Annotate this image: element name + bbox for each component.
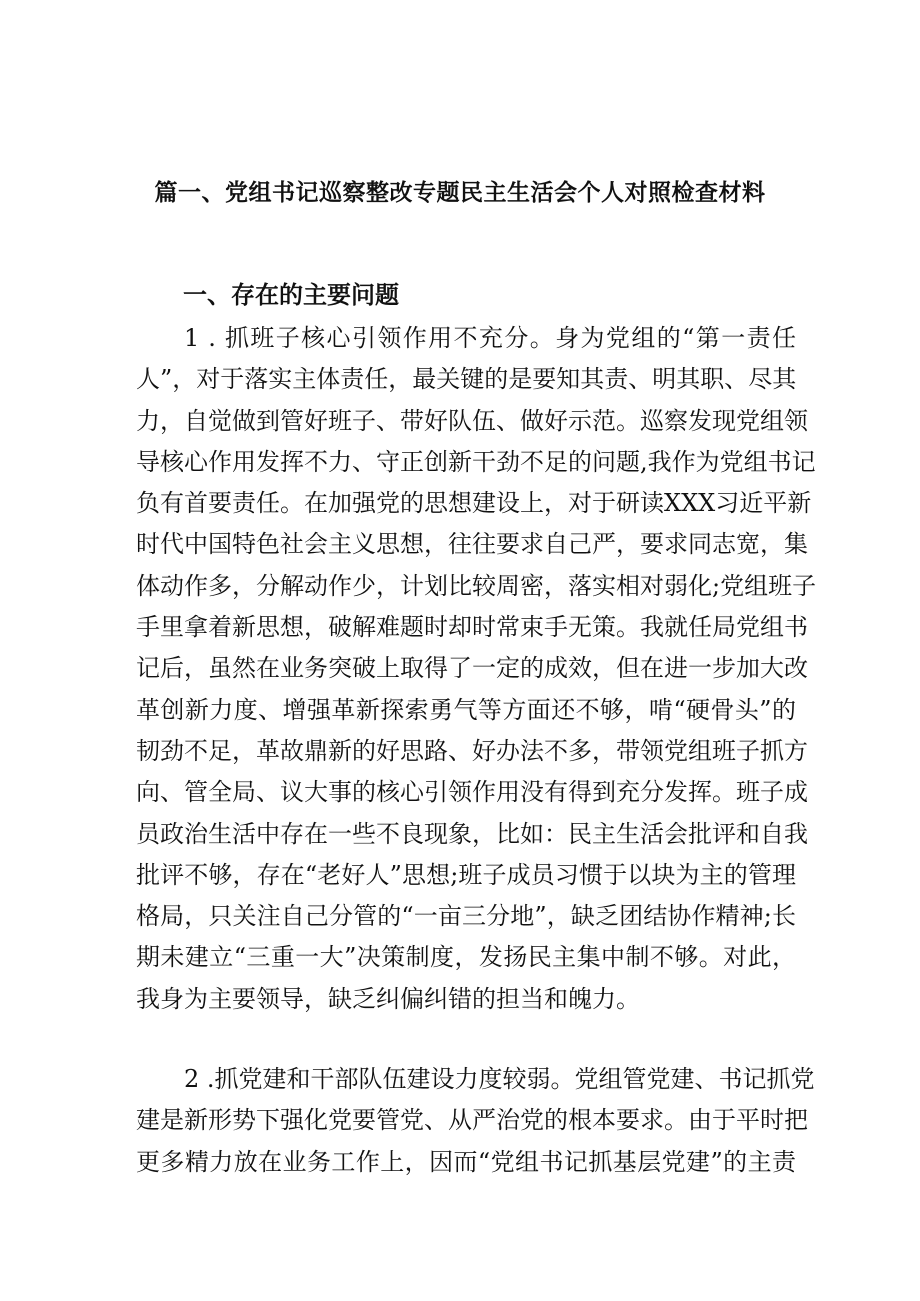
paragraph-line: 批评不够，存在“老好人”思想;班子成员习惯于以块为主的管理: [136, 860, 796, 889]
paragraph-line: 时代中国特色社会主义思想，往往要求自己严，要求同志宽，集: [136, 530, 808, 559]
paragraph-line: 我身为主要领导，缺乏纠偏纠错的担当和魄力。: [136, 984, 640, 1013]
paragraph-2: [136, 1059, 815, 1183]
paragraph-line: 建是新形势下强化党要管党、从严治党的根本要求。由于平时把: [136, 1106, 808, 1135]
paragraph-line: 1 . 抓班子核心引领作用不充分。身为党组的“第一责任: [184, 324, 796, 352]
paragraph-line: 2 .抓党建和干部队伍建设力度较弱。党组管党建、书记抓党: [184, 1065, 815, 1093]
paragraph-line: 导核心作用发挥不力、守正创新干劲不足的问题,我作为党组书记: [136, 447, 816, 476]
paragraph-line: 员政治生活中存在一些不良现象，比如：民主生活会批评和自我: [136, 819, 808, 848]
paragraph-line: 体动作多，分解动作少，计划比较周密，落实相对弱化;党组班子: [136, 571, 817, 600]
paragraph-line: 人”，对于落实主体责任，最关键的是要知其责、明其职、尽其: [136, 365, 797, 394]
paragraph-line: 格局，只关注自己分管的“一亩三分地”，缺乏团结协作精神;长: [136, 902, 796, 931]
document-title: 篇一、党组书记巡察整改专题民主生活会个人对照检查材料: [154, 179, 766, 206]
paragraph-line: 革创新力度、增强革新探索勇气等方面还不够，啃“硬骨头”的: [136, 695, 796, 724]
paragraph-line: 向、管全局、议大事的核心引领作用没有得到充分发挥。班子成: [136, 778, 808, 807]
section-heading: 一、存在的主要问题: [183, 280, 399, 309]
paragraph-line: 更多精力放在业务工作上，因而“党组书记抓基层党建”的主责: [136, 1147, 796, 1176]
paragraph-line: 负有首要责任。在加强党的思想建设上，对于研读XXX习近平新: [136, 489, 812, 518]
paragraph-line: 力，自觉做到管好班子、带好队伍、做好示范。巡察发现党组领: [136, 406, 808, 435]
paragraph-line: 手里拿着新思想，破解难题时却时常束手无策。我就任局党组书: [136, 613, 808, 642]
paragraph-line: 记后，虽然在业务突破上取得了一定的成效，但在进一步加大改: [136, 654, 808, 683]
paragraph-line: 期未建立“三重一大”决策制度，发扬民主集中制不够。对此，: [136, 943, 796, 972]
paragraph-line: 韧劲不足，革故鼎新的好思路、好办法不多，带领党组班子抓方: [136, 736, 808, 765]
paragraph-1: [136, 318, 817, 1020]
